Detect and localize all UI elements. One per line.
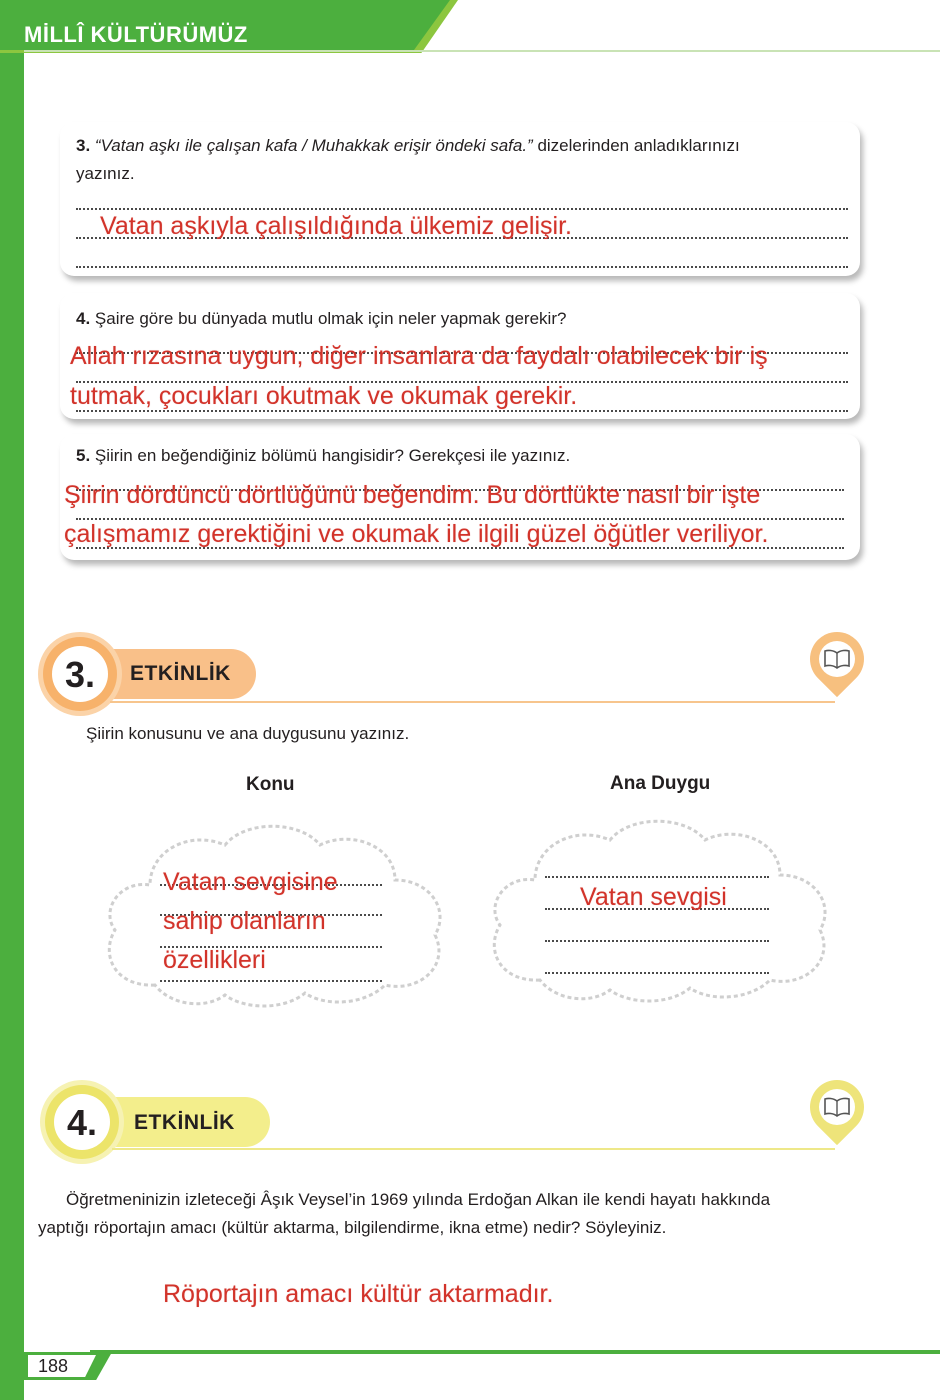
- question-4-body: Şaire göre bu dünyada mutlu olmak için neler yapmak gerekir?: [90, 309, 567, 328]
- activity-3-instruction: Şiirin konusunu ve ana duygusunu yazınız.: [86, 724, 410, 743]
- activity-3-rule: [110, 701, 835, 703]
- header-rule: [24, 50, 940, 52]
- activity-4-number: 4.: [67, 1102, 98, 1143]
- activity-4-answer: Röportajın amacı kültür aktarmadır.: [163, 1280, 554, 1308]
- activity-4-paragraph-line1: Öğretmeninizin izleteceği Âşık Veysel’in 1969 yılında Erdoğan Alkan ile kendi hayatı hakkında: [66, 1190, 771, 1209]
- question-number: 5.: [76, 446, 91, 465]
- book-icon: [824, 649, 850, 669]
- question-number: 4.: [76, 309, 91, 328]
- activity-4-paragraph-line2: yaptığı röportajın amacı (kültür aktarma, bilgilendirme, ikna etme) nedir? Söyleyiniz.: [38, 1218, 667, 1237]
- question-3-text: [76, 132, 856, 188]
- header-title: MİLLÎ KÜLTÜRÜMÜZ: [24, 22, 248, 47]
- answer-q3-line1: Vatan aşkıyla çalışıldığında ülkemiz gelişir.: [100, 212, 572, 240]
- konu-answer-line2: sahip olanların: [163, 907, 326, 935]
- ana-duygu-heading: Ana Duygu: [610, 773, 711, 794]
- answer-dotted-line: [160, 980, 382, 982]
- activity-3-number: 3.: [65, 654, 96, 695]
- answer-q5-line2: çalışmamız gerektiğini ve okumak ile ilgili güzel öğütler veriliyor.: [64, 520, 769, 548]
- question-3-text-line2: yazınız.: [76, 164, 135, 183]
- activity-3-label: ETKİNLİK: [130, 662, 231, 685]
- answer-dotted-line: [545, 972, 769, 974]
- question-5-body: Şiirin en beğendiğiniz bölümü hangisidir? Gerekçesi ile yazınız.: [90, 446, 571, 465]
- question-3-quote: “Vatan aşkı ile çalışan kafa / Muhakkak erişir öndeki safa.”: [94, 136, 533, 155]
- answer-q4-line1: Allah rızasına uygun, diğer insanlara da faydalı olabilecek bir iş: [70, 342, 768, 370]
- question-5-text: [76, 442, 856, 470]
- answer-dotted-line: [545, 940, 769, 942]
- konu-answer-line1: Vatan sevgisine: [163, 868, 338, 896]
- konu-heading: Konu: [246, 774, 295, 795]
- konu-answer-line3: özellikleri: [163, 946, 266, 974]
- ana-duygu-answer: Vatan sevgisi: [580, 883, 727, 911]
- activity-4-label: ETKİNLİK: [134, 1111, 235, 1134]
- answer-q4-line2: tutmak, çocukları okutmak ve okumak gerekir.: [70, 382, 578, 410]
- question-3-text-after: dizelerinden anladıklarınızı: [532, 136, 740, 155]
- answer-dotted-line: [76, 266, 848, 268]
- activity-4-rule: [112, 1148, 835, 1150]
- page-number: 188: [38, 1356, 69, 1376]
- question-number: 3.: [76, 136, 91, 155]
- footer-rule: [90, 1350, 940, 1354]
- book-icon: [824, 1097, 850, 1117]
- question-4-text: [76, 305, 856, 333]
- answer-q5-line1: Şiirin dördüncü dörtlüğünü beğendim. Bu dörtlükte nasıl bir işte: [64, 481, 761, 509]
- left-green-border: [0, 0, 24, 1400]
